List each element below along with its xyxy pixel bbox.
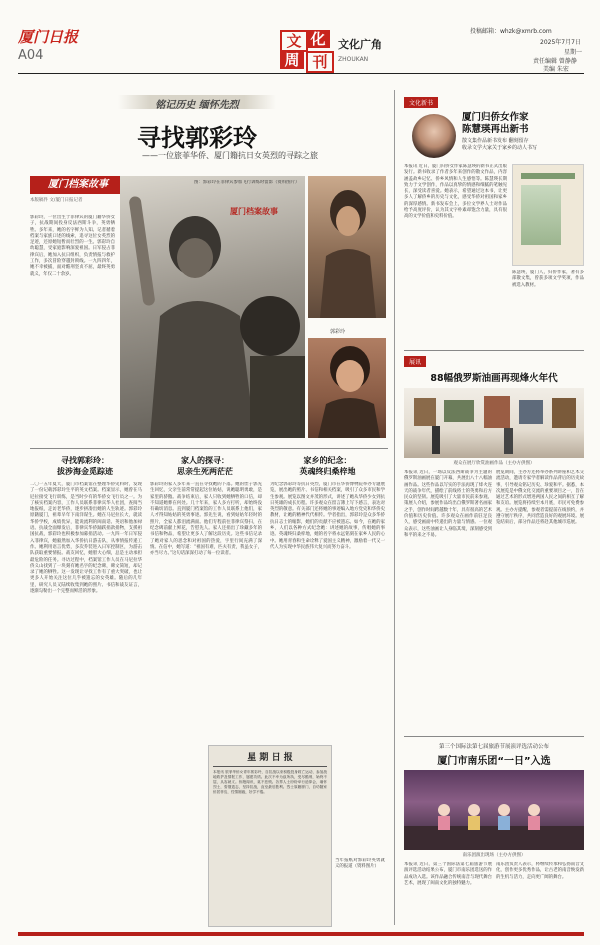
exhibit-caption: 观众在展厅欣赏油画作品（主办方供图） xyxy=(453,461,535,466)
logo-char-2: 化 xyxy=(306,30,330,48)
books-body: 本报讯 近日，厦门归侨女作家陈慧瑛的新书正式出版发行。新书收录了作者多年来创作的散文作品，内容涵盖故乡记忆、侨乡风情和人生感悟等。陈慧瑛长期致力于文学创作，作品以真挚的情感和细腻的笔触见长，深受读者喜爱。她表示，希望通过这本书，让更多人了解侨乡的历史与文化，感受华侨对祖国和家乡的深厚感情。新书发布会上，多位文学界人士对作品给予高度评价，认为其文字朴素却饱含力量，具有很高的文学价值和史料价值。 xyxy=(404,164,507,220)
sidebar-rule-1 xyxy=(404,350,584,351)
contact-line: 投稿邮箱：whzk@xmrb.com xyxy=(470,28,552,35)
books-subtitle: 散文集作品新书发布 翻刻留存 收录文学大家关于家乡的动人书写 xyxy=(462,138,538,151)
section-logo xyxy=(280,30,332,70)
book-cover xyxy=(512,164,584,266)
portrait-caption-1: 郭彩玲 xyxy=(330,329,346,335)
section-head-2: 家人的探寻： 思亲生死两茫茫 xyxy=(177,456,233,476)
portrait-photo-1 xyxy=(308,176,386,318)
clipping-header: 星 期 日 报 xyxy=(247,753,293,763)
masthead xyxy=(0,0,600,72)
clipping-text: 本报讯 旅菲华侨女青年郭彩玲，自抗战以来积极投身救亡运动，参加战地救护及情报工作，屡建功绩。此次不幸为敌所执，受尽酷刑，始终不屈，从容就义。侨胞闻讯，莫不悲愤。各界人士纷纷举行追悼会，缅怀烈士，誓继遗志，坚持抗战，直至最后胜利。烈士原籍厦门，自幼随家侨居菲岛，性情刚毅，好学不倦。 xyxy=(213,770,327,794)
portrait-figure-icon xyxy=(308,338,386,438)
book-cover-band xyxy=(521,173,575,179)
books-body-2: 陈慧瑛，厦门人，归侨作家，著有多部散文集，曾获多项文学奖项，作品被选入教材。 xyxy=(512,270,584,288)
column-byline: 本版稿件 文/厦门日报记者 xyxy=(30,198,83,203)
exhibit-body-1: 本报讯 近日，一场以反法西斯战争为主题的俄罗斯油画展在厦门开幕，共展出八十八幅油画作品。这些作品以写实的手法再现了烽火连天的战争年代，描绘了前线将士的英勇和后方民众的坚韧。展览吸引了大量市民前来参观。策展人介绍，参展作品均出自俄罗斯著名画家之手，创作时间跨越数十年，具有很高的艺术价值和历史价值。许多观众在画作前驻足良久，感受画面中传递出的力量与情感。一位观众表示，这些油画让人身临其境，深刻感受到和平的来之不易。 xyxy=(404,470,492,538)
kicker-text: 铭记历史 缅怀先烈 xyxy=(155,100,239,111)
award-kicker: 第三个国际法第七届旅游节展演评选活动公布 xyxy=(438,744,549,750)
issue-date: 2025年7月7日 xyxy=(540,39,581,46)
intro-text: 郭彩玲，一位出生于菲律宾的厦门籍华侨女子，抗战期间投身反法西斯斗争，英勇牺牲。多年来，她的名字鲜为人知。记者循着档案与家族口述的线索，追寻这位女英烈的足迹，还原她短暂而壮烈的一生。郭彩玲自幼聪慧，受家庭影响深爱祖国。日军侵占菲律宾后，她加入抗日组织，负责情报与救护工作，多次冒险穿越封锁线。一九四四年，她不幸被捕，面对酷刑坚贞不屈，最终英勇就义，年仅二十余岁。 xyxy=(30,215,115,277)
body-column-2: 郭彩玲的家人多年来一直在寻找她的下落。她的侄子郭先生回忆，父亲生前常常提起这位姑姑，说她聪明勇敢，是家里的骄傲。战争结束后，家人只收到她牺牲的口信，却不知道她葬在何处。几十年来，家人多方打听，却始终没有确切消息。直到厦门档案馆的工作人员联系上他们，家人才得知姑姑的英勇事迹。郭先生说，看到姑姑年轻时的照片，全家人都泪流满面。他们专程前往菲律宾祭扫，在纪念碑前献上鲜花，告慰先人。家人还捐出了珍藏多年的书信和物品，希望让更多人了解这段历史。这些书信记录了她对家人的思念和对祖国的热爱，字里行间充满了深情。在信中，她写道：“祖国有难，匹夫有责，我虽女子，亦当尽力。”这句话深深打动了每一位读者。 xyxy=(150,482,262,557)
body-column-1: 二〇一五年夏天，厦门市档案馆在整理华侨史料时，发现了一份记载郭彩玲生平的英文档案。档案显示，她曾在马尼拉接受飞行训练，是当时少有的华侨女飞行员之一。为了核实档案内容，工作人员联系菲律宾华人社团，查阅当地报纸，走访老华侨，逐步拼凑出她的人生轨迹。郭彩玲原籍厦门，祖辈早年下南洋谋生。她在马尼拉长大，就读华侨学校，成绩优异，能说流利的闽南话、英语和他加禄语。抗战全面爆发后，菲律宾华侨踊跃捐款捐物，支援祖国抗战，郭彩玲也积极参加募捐活动。一九四一年日军侵入菲律宾，她毅然加入华侨抗日游击队，从事情报传递工作。她利用语言优势，多次乔装进入日军控制区，为游击队获取重要情报。战友回忆，她胆大心细，总是主动承担最危险的任务。寻访过程中，档案馆工作人员在马尼拉华侨义山找到了一块刻有她名字的纪念碑，碑文简短，却记录了她的牺牲。这一发现让寻找工作有了重大突破，也让更多人开始关注这位几乎被遗忘的女英雄。随后的几年里，研究人员又陆续收集到她的照片、书信和战友证言，逐渐勾勒出一个完整而鲜活的形象。 xyxy=(30,482,142,595)
award-photo xyxy=(404,770,584,850)
masthead-rule xyxy=(18,73,584,74)
award-body-2: 南乐团负责人表示，将继续传承和弘扬南音文化，创作更多优秀作品，让古老的南音焕发新的生机与活力，走向更广阔的舞台。 xyxy=(496,862,584,880)
gallery-scene-icon xyxy=(404,388,584,458)
exhibit-photo xyxy=(404,388,584,458)
logo-char-4: 刊 xyxy=(306,51,334,73)
body-column-3: 为纪念郭彩玲等抗日英烈，厦门市在华侨博物院举办专题展览，展出她的照片、书信和相关档案，吸引了众多市民和学生参观。展览以图文并茂的形式，讲述了她从华侨少女到抗日英雄的成长历程。许多观众在留言簿上写下感言，表达对英烈的敬意。有关部门还将她的事迹编入地方党史和华侨史教材，让她的精神代代相传。学者指出，郭彩玲是众多华侨抗日志士的缩影，她们的贡献不应被遗忘。如今，在她的家乡，人们以各种方式纪念她：讲述她的故事，传唱她的事迹。英魂终归桑梓地，她的名字将永远铭刻在家乡人民的心中。她用青春和生命诠释了爱国主义精神，激励着一代又一代人为实现中华民族伟大复兴而努力奋斗。 xyxy=(270,482,385,550)
book-cover-art xyxy=(521,185,561,245)
issue-weekday: 星期一 xyxy=(564,49,583,56)
section-head-3: 家乡的纪念： 英魂终归桑梓地 xyxy=(299,456,356,476)
section-subtitle: ZHOUKAN xyxy=(338,56,369,63)
author-portrait xyxy=(412,114,456,158)
page-number: A04 xyxy=(18,48,44,63)
books-tag: 文化新书 xyxy=(404,97,438,108)
section-divider xyxy=(30,448,388,449)
sidebar-rule-2 xyxy=(404,736,584,737)
portrait-photo-2 xyxy=(308,338,386,438)
sidebar-divider xyxy=(394,90,395,925)
section-head-1: 寻找郭彩玲： 拔涉海金觅踪迹 xyxy=(57,456,113,476)
newspaper-clipping xyxy=(208,745,332,927)
main-title: 寻找郭彩玲 xyxy=(137,124,257,152)
books-title: 厦门归侨女作家 陈慧瑛再出新书 xyxy=(462,112,529,135)
award-body-1: 本报讯 近日，第三个国际法第七届旅游节展演评选活动结果公布，厦门市南乐团选送的作品成功入选。该作品融合传统南音与现代舞台艺术，展现了闽南文化的独特魅力。 xyxy=(404,862,492,886)
column-badge xyxy=(30,176,126,194)
section-title: 文化广角 xyxy=(338,38,382,51)
award-title: 厦门市南乐团“一日”入选 xyxy=(437,756,551,767)
award-caption: 南乐团演出现场（主办方供图） xyxy=(462,853,526,858)
photo-caption-top: 图：郭彩玲在菲律宾参加飞行训练时留影（资料图片） xyxy=(194,180,300,185)
logo-char-3: 周 xyxy=(280,51,304,69)
stage-performance-icon xyxy=(404,770,584,850)
bottom-bar xyxy=(18,932,584,936)
column-badge-label: 厦门档案故事 xyxy=(48,179,108,190)
exhibit-title: 88幅俄罗斯油画再现烽火年代 xyxy=(430,373,558,384)
clipping-caption: 当年报纸对郭彩玲英勇就义的报道（资料图片） xyxy=(335,858,385,870)
inset-red-label: 厦门档案故事 xyxy=(230,206,278,216)
designer-credit: 美编 朱宏 xyxy=(543,66,569,73)
exhibit-body-2: 展览期间，主办方还将举办系列讲座和艺术交流活动，邀请专家学者解读作品背后的历史故事，引导观众铭记历史、珍爱和平。据悉，本次展览是中俄文化交流的重要项目之一，旨在通过艺术的形式增进两国人民之间的相互了解和友谊。展览将持续至本月底，市民可免费参观。主办方提醒，参观者需提前在线预约，并遵守展厅秩序，共同营造良好的观展环境。展览结束后，部分作品还将赴其他城市巡展。 xyxy=(496,470,584,526)
exhibit-tag: 展讯 xyxy=(404,356,426,367)
clipping-rule xyxy=(213,766,327,767)
logo-char-1: 文 xyxy=(280,30,308,52)
paper-name-logo: 厦门日报 xyxy=(18,28,79,46)
main-subtitle: ——一位旅菲华侨、厦门籍抗日女英烈的寻踪之旅 xyxy=(142,151,318,160)
portrait-figure-icon xyxy=(308,176,386,318)
editor-credit: 责任编辑 曾静静 xyxy=(533,58,577,65)
